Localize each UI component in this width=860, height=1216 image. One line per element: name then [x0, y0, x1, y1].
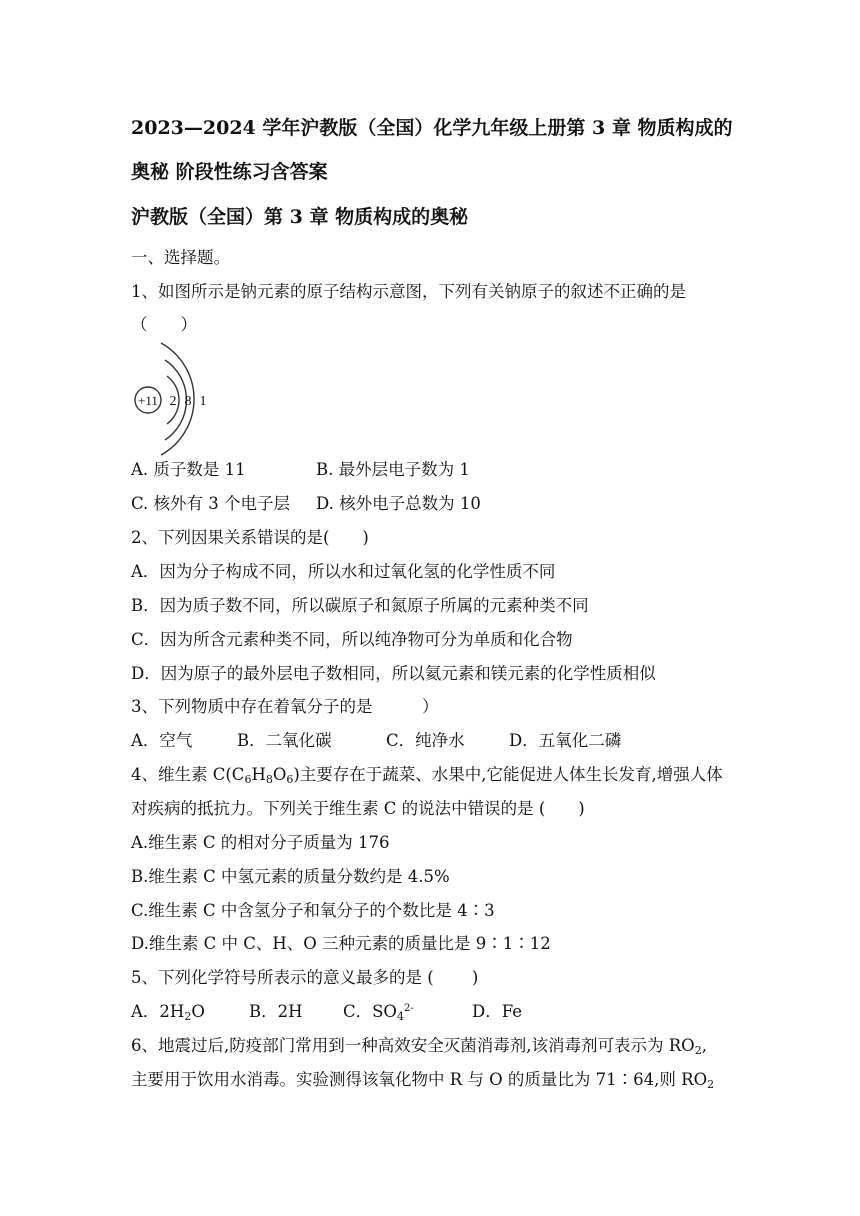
- q1-stem: 1、如图所示是钠元素的原子结构示意图，下列有关钠原子的叙述不正确的是: [131, 282, 686, 301]
- q1-option-d: D. 核外电子总数为 10: [316, 494, 481, 513]
- q6-stem-line-1: [131, 1034, 740, 1058]
- q4-formula-sub-h: 8: [265, 773, 273, 786]
- document-title-line-2: 奥秘 阶段性练习含答案: [131, 161, 328, 183]
- q5-option-b: B．2H: [249, 1002, 303, 1021]
- q5-option-c-subscript: 4: [396, 1010, 404, 1023]
- q4-formula-sub-c: 6: [244, 773, 252, 786]
- nucleus-charge: +11: [138, 393, 158, 408]
- chapter-subtitle: 沪教版（全国）第 3 章 物质构成的奥秘: [131, 206, 469, 228]
- q5-option-d: D．Fe: [472, 1002, 523, 1021]
- q6-stem-line-2-text: 主要用于饮用水消毒。实验测得该氧化物中 R 与 O 的质量比为 71∶64,则 RO: [131, 1070, 708, 1089]
- q3-option-c: C．纯净水: [386, 731, 465, 750]
- q5-stem: 5、下列化学符号所表示的意义最多的是 ( ): [131, 968, 479, 987]
- q2-option-b: B．因为质子数不同，所以碳原子和氮原子所属的元素种类不同: [131, 596, 589, 615]
- q4-option-c: C.维生素 C 中含氢分子和氧分子的个数比是 4∶3: [131, 901, 495, 920]
- q6-formula-subscript-2: 2: [707, 1078, 715, 1091]
- q2-stem: 2、下列因果关系错误的是( ): [131, 528, 369, 547]
- q1-option-a: A. 质子数是 11: [131, 460, 246, 479]
- shell-electron-count-3: 1: [199, 394, 207, 409]
- q5-option-a-text: A．2H: [131, 1002, 185, 1021]
- sodium-atom-structure-diagram: [131, 338, 221, 456]
- q4-formula-h: H: [251, 765, 266, 784]
- q4-formula-sub-o: 6: [286, 773, 294, 786]
- q4-stem-prefix: 4、维生素 C(C: [131, 765, 245, 784]
- q2-option-a: A．因为分子构成不同，所以水和过氧化氢的化学性质不同: [131, 562, 556, 581]
- q2-option-c: C．因为所含元素种类不同，所以纯净物可分为单质和化合物: [131, 630, 573, 649]
- q3-stem: 3、下列物质中存在着氧分子的是 ）: [131, 697, 439, 716]
- q4-stem-line-1: [131, 763, 740, 787]
- q3-option-d: D．五氧化二磷: [509, 731, 622, 750]
- q6-stem-line-1-end: ,: [701, 1036, 707, 1055]
- q5-option-c-superscript: 2-: [403, 1003, 414, 1014]
- document-title-line-1: 2023—2024 学年沪教版（全国）化学九年级上册第 3 章 物质构成的: [131, 117, 733, 139]
- q1-option-c: C. 核外有 3 个电子层: [131, 494, 291, 513]
- q6-formula-subscript-1: 2: [694, 1044, 702, 1057]
- q4-option-b: B.维生素 C 中氢元素的质量分数约是 4.5%: [131, 867, 450, 886]
- q5-option-a-subscript: 2: [184, 1010, 192, 1023]
- shell-electron-count-2: 8: [184, 394, 192, 409]
- q5-option-a: [131, 1000, 205, 1024]
- q1-answer-bracket: （ ）: [131, 315, 197, 334]
- q4-stem-suffix: )主要存在于蔬菜、水果中,它能促进人体生长发育,增强人体: [293, 765, 723, 784]
- q4-stem-line-2: 对疾病的抵抗力。下列关于维生素 C 的说法中错误的是 ( ): [131, 799, 585, 818]
- q4-option-a: A.维生素 C 的相对分子质量为 176: [131, 833, 390, 852]
- q3-option-a: A．空气: [131, 731, 193, 750]
- section-heading: 一、选择题。: [131, 248, 230, 267]
- q5-option-c-text: C．SO: [343, 1002, 397, 1021]
- q5-option-a-text-end: O: [191, 1002, 205, 1021]
- q1-option-b: B. 最外层电子数为 1: [316, 460, 470, 479]
- q2-option-d: D．因为原子的最外层电子数相同，所以氦元素和镁元素的化学性质相似: [131, 664, 656, 683]
- q6-stem-line-2: [131, 1068, 740, 1092]
- q3-option-b: B．二氧化碳: [237, 731, 332, 750]
- q6-stem-line-1-text: 6、地震过后,防疫部门常用到一种高效安全灭菌消毒剂,该消毒剂可表示为 RO: [131, 1036, 695, 1055]
- q4-formula-o: O: [272, 765, 287, 784]
- q5-option-c: [343, 1000, 414, 1024]
- q4-option-d: D.维生素 C 中 C、H、O 三种元素的质量比是 9∶1∶12: [131, 934, 551, 953]
- shell-electron-count-1: 2: [169, 394, 177, 409]
